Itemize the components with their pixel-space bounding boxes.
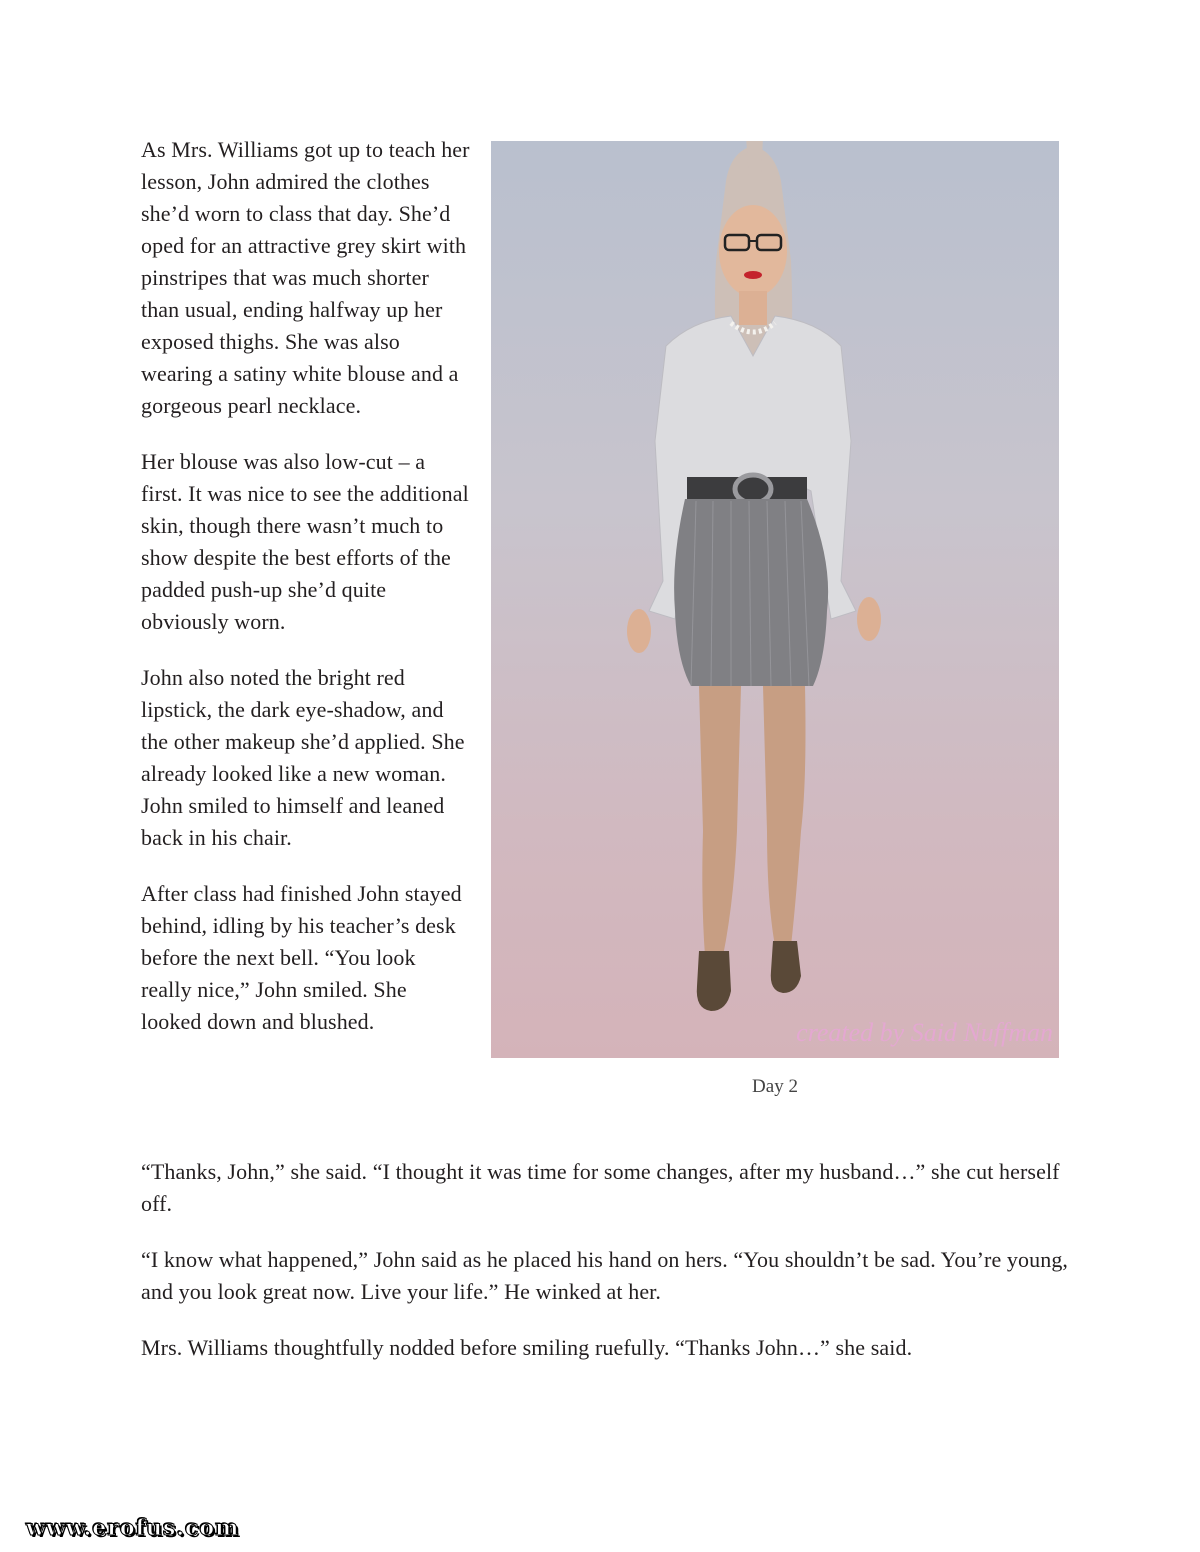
paragraph: “I know what happened,” John said as he placed his hand on hers. “You shouldn’t be sad. You’re young, and you look great now. Live your life.” He winked at her. [141, 1247, 1069, 1304]
paragraph: Mrs. Williams thoughtfully nodded before smiling ruefully. “Thanks John…” she said. [141, 1335, 913, 1360]
site-logo: www.erofus.com [26, 1515, 240, 1541]
figure-caption: Day 2 [752, 1076, 798, 1097]
paragraph: “Thanks, John,” she said. “I thought it was time for some changes, after my husband…” she cut herself off. [141, 1159, 1060, 1216]
text-column [141, 134, 471, 1062]
woman-illustration [491, 141, 1059, 1058]
paragraph: After class had finished John stayed behind, idling by his teacher’s desk before the next bell. “You look really nice,” John smiled. She looked down and blushed. [141, 881, 462, 1034]
illustration [491, 141, 1059, 1058]
paragraph: As Mrs. Williams got up to teach her lesson, John admired the clothes she’d worn to class that day. She’d oped for an attractive grey skirt with pinstripes that was much shorter than usual, ending halfway up her exposed thighs. She was also wearing a satiny white blouse and a gorgeous pearl necklace. [141, 137, 470, 418]
text-body [141, 1156, 1071, 1388]
paragraph: John also noted the bright red lipstick, the dark eye-shadow, and the other makeup she’d applied. She already looked like a new woman. John smiled to himself and leaned back in his chair. [141, 665, 465, 850]
paragraph: Her blouse was also low-cut – a first. It was nice to see the additional skin, though there wasn’t much to show despite the best efforts of the padded push-up she’d quite obviously worn. [141, 449, 469, 634]
watermark: created by Said Nuffman [796, 1018, 1053, 1047]
